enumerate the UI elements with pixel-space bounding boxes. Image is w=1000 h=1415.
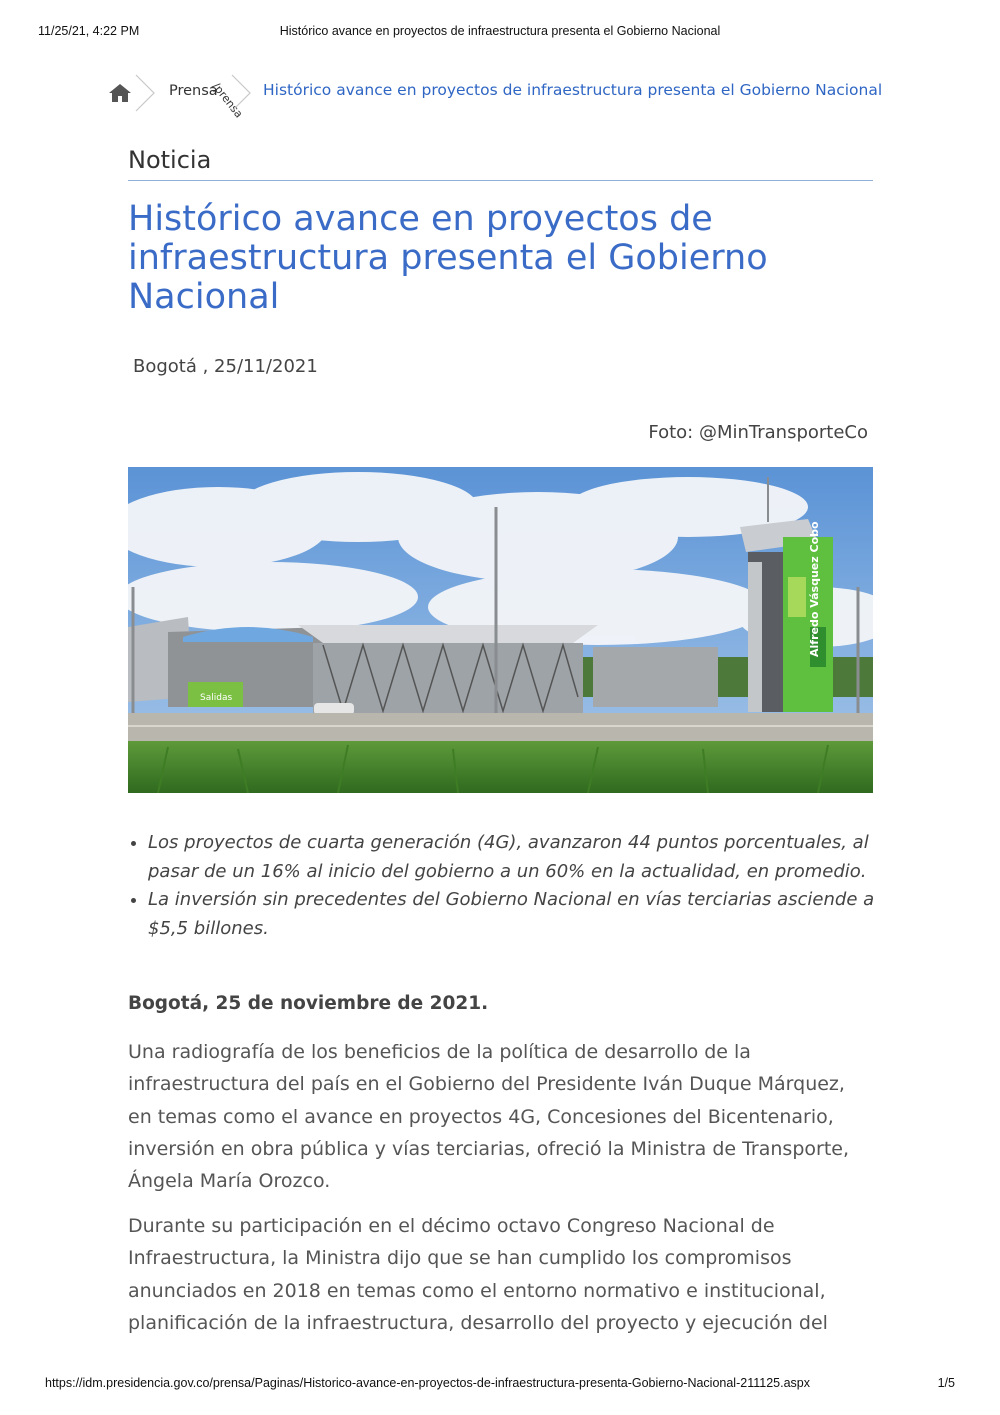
breadcrumb-separator-icon [134,74,156,112]
print-datetime: 11/25/21, 4:22 PM [38,24,140,38]
article-paragraph: Durante su participación en el décimo octavo Congreso Nacional de Infraestructura, la Ministra dijo que se han cumplido los compromisos anunciados en 2018 en temas como el entorno normativo e institucional, planificación de la infraestructura, desarrollo del proyecto y ejecución del [128,1215,828,1334]
breadcrumb-item-prensa[interactable]: Prensa [169,83,218,99]
breadcrumb [108,74,908,121]
highlight-item: • Los proyectos de cuarta generación (4G), avanzaron 44 puntos porcentuales, al pasar de un 16% al inicio del gobierno a un 60% en la actualidad, en promedio. [148,829,888,886]
section-label: Noticia [128,146,873,181]
breadcrumb-item-current[interactable]: Histórico avance en proyectos de infraestructura presenta el Gobierno Nacional [263,81,883,99]
highlight-item: • La inversión sin precedentes del Gobierno Nacional en vías terciarias asciende a $5,5 billones. [148,886,888,943]
photo-tower-sign: Alfredo Vásquez Cobo [808,521,821,657]
print-header [0,24,1000,42]
photo-signage-text: Salidas [200,693,233,703]
print-footer-url: https://idm.presidencia.gov.co/prensa/Paginas/Historico-avance-en-proyectos-de-infraestructura-presenta-Gobierno-Nacional-211125.aspx [45,1376,810,1390]
breadcrumb-url-fragment: /prensa [209,80,246,121]
article-photo [128,467,873,793]
article-dateline: Bogotá , 25/11/2021 [133,356,318,377]
print-document-title: Histórico avance en proyectos de infraestructura presenta el Gobierno Nacional [279,24,721,38]
print-footer [0,1376,1000,1394]
article-highlights [128,829,888,943]
home-icon[interactable] [108,82,132,104]
article-lead-date: Bogotá, 25 de noviembre de 2021. [128,993,489,1014]
breadcrumb-separator-icon [230,74,252,112]
article-headline: Histórico avance en proyectos de infraestructura presenta el Gobierno Nacional [128,199,768,317]
print-page-number: 1/5 [937,1376,955,1390]
photo-credit: Foto: @MinTransporteCo [648,422,868,443]
article-paragraph: Una radiografía de los beneficios de la política de desarrollo de la infraestructura del país en el Gobierno del Presidente Iván Duque Márquez, en temas como el avance en proyectos 4G, Concesiones del Bicentenario, inversión en obra pública y vías terciarias, ofreció la Ministra de Transporte, Ángela María Orozco. [128,1041,850,1193]
